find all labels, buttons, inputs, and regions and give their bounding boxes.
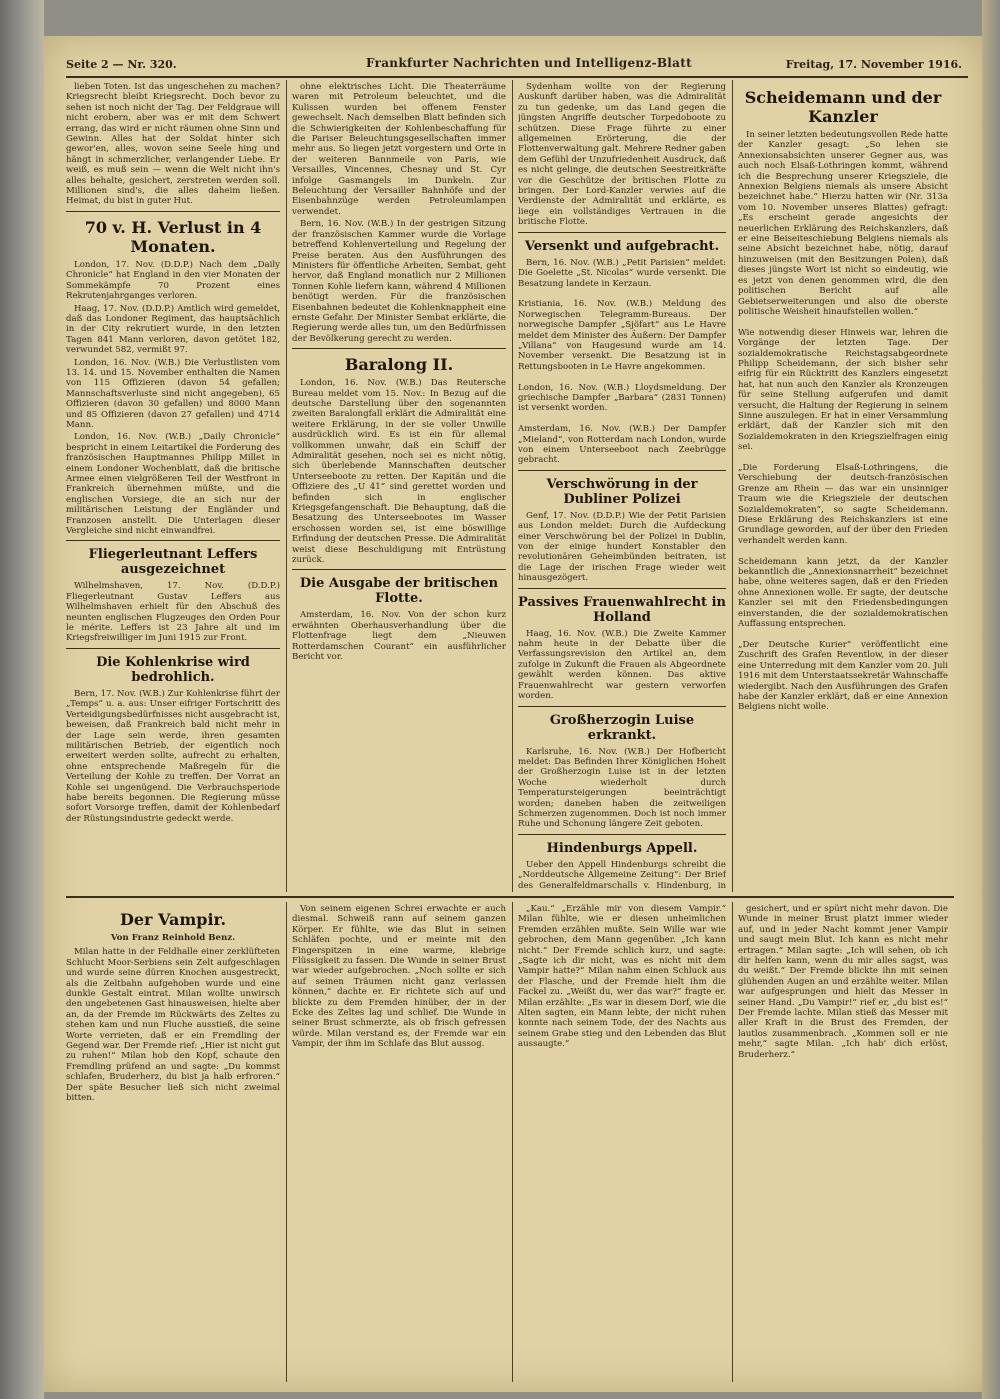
page-header	[66, 54, 968, 78]
feuilleton-column-4	[738, 904, 948, 1382]
column-2	[292, 82, 506, 890]
article-text: Karlsruhe, 16. Nov. (W.B.) Der Hofbericht meldet: Das Befinden Ihrer Königlichen Hoheit der Großherzogin Luise ist in der letzten Woche wiederholt durch Temperatursteigerungen beeinträchtigt worden; daneben haben die zeitweiligen Schmerzen zugenommen. Doch ist noch immer Ruhe und Schonung längere Zeit geboten.	[518, 746, 726, 830]
article-headline: Großherzogin Luise erkrankt.	[549, 712, 695, 743]
column-divider	[732, 902, 733, 1382]
newspaper-title: Frankfurter Nachrichten und Intelligenz-Blatt	[366, 56, 692, 70]
article-text: In seiner letzten bedeutungsvollen Rede hatte der Kanzler gesagt: „So lehen sie Annexionsabsichten unserer Gegner aus, was auch noch Elsaß-Lothringen kommt, während ich die Besprechung unserer Kriegsziele, die Annexion Belgiens niemals als unsere Absicht bezeichnet habe.“ Hierzu hatten wir (Nr. 313a vom 10. November unseres Blattes) gefragt: „Es erscheint gerade angesichts der neuerlichen Erklärung des Reichskanzlers, daß er eine Beiseiteschiebung Belgiens niemals als seine Absicht bezeichnet habe, nötig, darauf hinzuweisen (mit den Besitzungen Polen), daß dieses jüngste Wort ist nicht so eindeutig, wie es jetzt von denen genommen wird, die den politischen Bericht auf alle Gebietserweiterungen und also die oberste politische Weisheit hinaufstellen wollen.“ Wie notwendig dieser Hinweis war, lehren die Vorgänge der letzten Tage. Der sozialdemokratische Reichstagsabgeordnete Philipp Scheidemann, der sich bisher sehr eifrig für ein Rücktritt des Kanzlers eingesetzt hat, hat nun auch den Kanzler als Kronzeugen für seine Stellung aufgerufen und damit versucht, die Haltung der Regierung in seinem Sinne auszulegen. Er hat in einer Versammlung erklärt, daß der Kanzler sich mit den Sozialdemokraten in den Kriegszielfragen einig sei. „Die Forderung Elsaß-Lothringens, die Verschiebung der deutsch-französischen Grenze am Rhein — das war ein unsinniger Traum wie die Kriegsziele der deutschen Sozialdemokraten“, so sagte Scheidemann. Diese Erklärung des Reichskanzlers ist eine Grundlage geworden, auf der über den Frieden verhandelt werden kann. Scheidemann kann jetzt, da der Kanzler bekanntlich die „Annexionsnarrheit“ bezeichnet habe, ohne weiteres sagen, daß er den Frieden ohne Annexionen wolle. Er sagte, der deutsche Kanzler sei mit den Friedensbedingungen einverstanden, die der sozialdemokratischen Auffassung entsprechen. „Der Deutsche Kurier“ veröffentlicht eine Zuschrift des Grafen Reventlow, in der dieser eine Unterredung mit dem Kanzler vom 20. Juli 1916 mit dem Unterstaatssekretär Wahnschaffe wiedergibt. Nach den Ausführungen des Grafen habe der Kanzler erklärt, daß er eine Annexion Belgiens nicht wolle.	[738, 130, 948, 713]
story-text: „Kau.“ „Erzähle mir von diesem Vampir.“ Milan fühlte, wie er diesen unheimlichen Fremden erzählen mußte. Sein Wille war wie gebrochen, dem Mann gegenüber. „Ich kann nicht.“ Der Fremde schlich kurz, und sagte: „Sagte ich dir nicht, was es nicht mit dem Vampir hatte?“ Milan nahm einen Schluck aus der Flasche, und der Fremde hielt ihm die Fackel zu. „Weißt du, wer das war?“ fragte er. Milan erzählte: „Es war in diesem Dorf, wie die Alten sagten, ein Mann lebte, der nicht ruhen konnte nach seinem Tode, der des Nachts aus seinem Grabe stieg und den Lebenden das Blut aussaugte.“	[518, 904, 726, 1050]
article-text: Amsterdam, 16. Nov. Von der schon kurz erwähnten Oberhausverhandlung über die Flottenfrage liegt dem „Nieuwen Rotterdamschen Courant“ ein ausführlicher Bericht vor.	[292, 610, 506, 663]
article-rule	[518, 706, 726, 707]
article-text: Ueber den Appell Hindenburgs schreibt die „Norddeutsche Allgemeine Zeitung“: Der Brief des Generalfeldmarschalls v. Hindenburg, in	[518, 859, 726, 890]
newspaper-page	[44, 36, 982, 1392]
column-3	[518, 82, 726, 890]
feuilleton-title: Der Vampir.	[119, 910, 227, 929]
article-text: Bern, 16. Nov. (W.B.) „Petit Parisien“ meldet: Die Goelette „St. Nicolas“ wurde versenkt. Die Besatzung landete in Kerzaun. Kristiania, 16. Nov. (W.B.) Meldung des Norwegischen Telegramm-Bureaus. Der norwegische Dampfer „Sjöfart“ aus Le Havre meldet dem Minister des Äußern: Der Dampfer „Villana“ von Haugesund wurde am 14. November versenkt. Die Besatzung ist in Rettungsbooten in Le Havre angekommen. London, 16. Nov. (W.B.) Lloydsmeldung. Der griechische Dampfer „Barbara“ (2831 Tonnen) ist versenkt worden. Amsterdam, 16. Nov. (W.B.) Der Dampfer „Mieland“, von Rotterdam nach London, wurde von einem Unterseeboot nach Zeebrügge gebracht.	[518, 257, 726, 466]
article-rule	[518, 588, 726, 589]
column-1	[66, 82, 280, 890]
article-text: Haag, 17. Nov. (D.D.P.) Amtlich wird gemeldet, daß das Londoner Regiment, das hauptsächlich in der City rekrutiert wurde, in den letzten Tagen 841 Mann verloren, davon getötet 182, verwundet 582, vermißt 97.	[66, 303, 280, 356]
article-text: Haag, 16. Nov. (W.B.) Die Zweite Kammer nahm heute in der Debatte über die Verfassungsrevision den Artikel an, dem zufolge in Zukunft die Frauen als Abgeordnete gewählt werden können. Das aktive Frauenwahlrecht war gestern verworfen worden.	[518, 628, 726, 702]
feuilleton-column-3	[518, 904, 726, 1382]
column-divider	[732, 80, 733, 892]
story-text: Milan hatte in der Feldhalle einer zerklüfteten Schlucht Moor-Serbiens sein Zelt aufgeschlagen und wurde seine dürren Knochen ausgestreckt, als die Zeltbahn aufgehoben wurde und eine dunkle Gestalt eintrat. Milan wollte unwirsch den ungebetenen Gast hinausweisen, hielte aber an, da der Fremde im Rückwärts des Zeltes zu stehen kam und nun Fluche ausstieß, die seine Worte verrieten, daß er ein Fremdling der Gegend war. Der Fremde rief: „Hier ist nicht gut zu ruhen!“ Milan hob den Kopf, schaute den Fremdling prüfend an und sagte: „Du kommst schlafen, Bruderherz, du bist ja halb erfroren.“ Der späte Besucher ließ sich nicht zweimal bitten.	[66, 947, 280, 1104]
feuilleton-author: Von Franz Reinhold Benz.	[110, 933, 236, 943]
story-text: gesichert, und er spürt nicht mehr davon. Die Wunde in meiner Brust platzt immer wieder auf, und in jeder Nacht kommt jener Vampir und saugt mein Blut. Ich kann es nicht mehr ertragen.“ Milan sagte: „Ich will sehen, ob ich dir helfen kann, wenn du mir alles sagst, was du weißt.“ Der Fremde blickte ihn mit seinen glühenden Augen an und erzählte weiter. Milan war aufgesprungen und hielt das Messer in seiner Hand. „Du Vampir!“ rief er, „du bist es!“ Der Fremde lachte. Milan stieß das Messer mit aller Kraft in die Brust des Fremden, der lautlos zusammenbrach. „Kommen soll er nie mehr,“ sagte Milan. „Ich hab' dich erlöst, Bruderherz.“	[738, 904, 948, 1060]
article-text: London, 16. Nov. (W.B.) Das Reutersche Bureau meldet vom 15. Nov.: In Bezug auf die deutsche Darstellung über den sogenannten zweiten Baralongfall erklärt die Admiralität eine weitere Erklärung, in der sie voller Unwille ausdrücklich wird. Es ist ein für allemal vollkommen unwahr, daß ein Schiff der Admiralität gesehen, noch sei es nicht nötig, sich überlebende Mannschaften deutscher Unterseeboote zu retten. Der Kapitän und die Offiziere des „U 41“ sind gerettet worden und befinden sich in englischer Kriegsgefangenschaft. Die Behauptung, daß die Besatzung des Unterseebootes im Wasser erschossen worden sei, ist eine böswillige Erfindung der deutschen Presse. Die Admiralität weist diese Beschuldigung mit Entrüstung zurück.	[292, 378, 506, 566]
article-text: Bern, 17. Nov. (W.B.) Zur Kohlenkrise führt der „Temps“ u. a. aus: Unser eifriger Fortschritt des Verteidigungsbedürfnisses nicht ausgebracht ist, beweisen, daß Frankreich bald nicht mehr in der Lage sein werde, ihren gesamten militärischen Betrieb, der eigentlich noch erweitert werden sollte, aufrecht zu erhalten, ohne entsprechende Maßregeln für die Verteilung der Kohle zu treffen. Der Vorrat an Kohle sei ungenügend. Die Verbrauchsperiode habe bereits begonnen. Die Regierung müsse sofort Vorsorge treffen, damit der Kohlenbedarf der Rüstungsindustrie gedeckt werde.	[66, 688, 280, 824]
article-text: London, 16. Nov. (W.B.) „Daily Chronicle“ bespricht in einem Leitartikel die Forderung des französischen Hauptmannes Philipp Millet in einem Londoner Wochenblatt, daß die britische Armee einen vielgrößeren Teil der Westfront in Frankreich übernehmen müßte, und die englischen Vorsiege, die an sich nur der militärischen Leistung der Engländer und Franzosen anstellt. Die Unterlagen dieser Vergleiche sind nicht einwandfrei.	[66, 432, 280, 537]
story-text: Von seinem eigenen Schrei erwachte er auch diesmal. Schweiß rann auf seinem ganzen Körper. Er fühlte, wie das Blut in seinen Schläfen pochte, und er meinte mit den Fingerspitzen in eine warme, klebrige Flüssigkeit zu fassen. Die Wunde in seiner Brust war wieder aufgebrochen. „Noch sollte er sich auf seinen Träumen nicht ganz verlassen können,“ dachte er. Er richtete sich auf und blickte zu dem Fremden hinüber, der in der Ecke des Zeltes lag und schlief. Die Wunde in seiner Brust schmerzte, als ob frisch gefressen würde. Milan verstand es, der Fremde war ein Vampir, der ihm im Schlafe das Blut aussog.	[292, 904, 506, 1050]
article-headline: Scheidemann und der Kanzler	[744, 88, 942, 126]
article-text: Sydenham wollte von der Regierung Auskunft darüber haben, was die Admiralität zu tun gedenke, um das Land gegen die jüngsten Angriffe deutscher Torpedoboote zu schützen. Diese Frage führte zu einer allgemeinen Erörterung, die der Flottenverwaltung galt. Mehrere Redner gaben dem Gefühl der Unzufriedenheit Ausdruck, daß es nicht gelinge, die deutschen Seestreitkräfte vor die Geschütze der britischen Flotte zu bringen. Der Lord-Kanzler verwies auf die Verdienste der Admiralität und erklärte, es liege ein vollständiges Vertrauen in die britische Flotte.	[518, 82, 726, 228]
article-rule	[66, 540, 280, 541]
article-rule	[66, 211, 280, 212]
feuilleton-column-2	[292, 904, 506, 1382]
column-divider	[286, 80, 287, 892]
article-text: London, 16. Nov. (W.B.) Die Verlustlisten vom 13. 14. und 15. November enthalten die Namen von 115 Offizieren (davon 54 gefallen; Mannschaftsverluste sind nicht angegeben), 65 Offizieren (davon 30 gefallen) und 8000 Mann und 85 Offizieren (davon 27 gefallen) und 4714 Mann.	[66, 357, 280, 430]
article-headline: 70 v. H. Verlust in 4 Monaten.	[84, 217, 262, 256]
article-rule	[518, 834, 726, 835]
column-divider	[512, 902, 513, 1382]
article-headline: Fliegerleutnant Leffers ausgezeichnet	[88, 547, 258, 578]
column-divider	[512, 80, 513, 892]
page-number: Seite 2 — Nr. 320.	[66, 58, 177, 71]
column-divider	[286, 902, 287, 1382]
feuilleton-column-1	[66, 904, 280, 1382]
article-text: Genf, 17. Nov. (D.D.P.) Wie der Petit Parisien aus London meldet: Durch die Aufdeckung einer Verschwörung bei der Polizei in Dublin, von der einige hundert Konstabler den revolutionären Geheimbünden beitraten, ist die Lage der irischen Frage wieder weit hinausgezögert.	[518, 510, 726, 584]
article-text: London, 17. Nov. (D.D.P.) Nach dem „Daily Chronicle“ hat England in den vier Monaten der Sommekämpfe 70 Prozent eines Rekrutenjahrganges verloren.	[66, 259, 280, 302]
article-headline: Die Kohlenkrise wird bedrohlich.	[96, 654, 250, 685]
article-rule	[292, 569, 506, 570]
column-4	[738, 82, 948, 890]
article-headline: Versenkt und aufgebracht.	[524, 238, 720, 254]
article-text: Wilhelmshaven, 17. Nov. (D.D.P.) Fliegerleutnant Gustav Leffers aus Wilhelmshaven erhielt für den Abschuß des neunten englischen Flugzeuges den Orden Pour le mérite. Leffers ist 23 Jahre alt und im Kriegsfreiwilliger im Juni 1915 zur Front.	[66, 581, 280, 644]
issue-date: Freitag, 17. November 1916.	[785, 58, 962, 71]
article-text: lieben Toten. Ist das ungeschehen zu machen? Kriegsrecht bleibt Kriegsrecht. Doch bevor zu sehen ist noch nicht der Tag. Der Feldgraue will nicht erobern, aber was er mit dem Schwert errang, das wird er nicht räumen ohne Sinn und Gewinn. Alles hat der Soldat hinter sich gewor'en, alles, wovon seine Seele hing und hängt in schmerzlicher, verlangender Liebe. Er weiß, es muß sein — wenn die Welt nicht ihn's alles behalte, gesichert, zerstreten werden soll. Millionen sind's, die alles daheim ließen. Heimat, du bist in guter Hut.	[66, 82, 280, 207]
article-headline: Passives Frauenwahlrecht in Holland	[518, 594, 726, 625]
feuilleton-divider	[66, 896, 954, 898]
book-spine	[0, 0, 44, 1399]
article-text: Bern, 16. Nov. (W.B.) In der gestrigen Sitzung der französischen Kammer wurde die Vorlage betreffend Kohlenverteilung und Regelung der Preise beraten. Aus den Ausführungen des Ministers für öffentliche Arbeiten, Sembat, geht hervor, daß England monatlich nur 2 Millionen Tonnen Kohle liefern kann, während 4 Millionen benötigt werden. Für die französischen Eisenbahnen bedeutet die Kohlenknappheit eine ernste Gefahr. Der Minister Sembat erklärte, die Regierung werde alles tun, um den Bedürfnissen der Bevölkerung gerecht zu werden.	[292, 219, 506, 344]
article-rule	[518, 470, 726, 471]
article-headline: Die Ausgabe der britischen Flotte.	[299, 576, 499, 607]
article-rule	[518, 232, 726, 233]
page-edge	[982, 0, 1000, 1399]
article-rule	[292, 348, 506, 349]
article-headline: Verschwörung in der Dubliner Polizei	[546, 476, 698, 507]
article-headline: Hindenburgs Appell.	[546, 840, 698, 856]
article-rule	[66, 648, 280, 649]
article-text: ohne elektrisches Licht. Die Theaterräume waren mit Petroleum beleuchtet, und die Kulissen wurden bei offenem Fenster gewechselt. Nach demselben Blatt befinden sich die Schwierigkeiten der Kohlenbeschaffung für die Pariser Beleuchtungsgesellschaften immer mehr aus. So liegen jetzt vorgestern und Orte in der weiteren Bannmeile von Paris, wie Versailles, Vincennes, Chesnay und St. Cyr infolge Gasmangels im Dunkeln. Zur Beleuchtung der Versailler Bahnhöfe und der Eisenbahnzüge werden Petroleumlampen verwendet.	[292, 82, 506, 217]
article-headline: Baralong II.	[344, 355, 454, 375]
